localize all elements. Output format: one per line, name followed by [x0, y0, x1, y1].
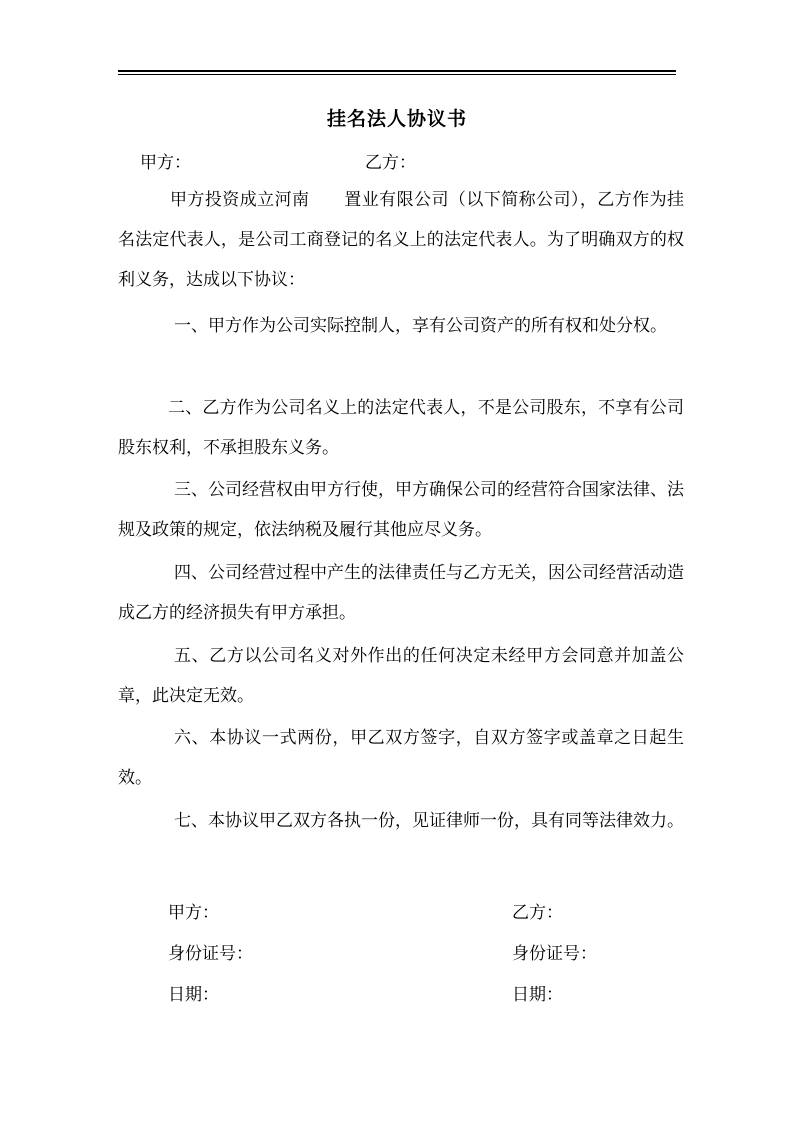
party-b-header-label: 乙方： [365, 153, 416, 173]
clause-text: 六、本协议一式两份，甲乙双方签字，自双方签字或盖章之日起生效。 [118, 728, 684, 788]
signature-id-label-b: 身份证号： [512, 944, 597, 964]
intro-text: 甲方投资成立河南 置业有限公司（以下简称公司），乙方作为挂名法定代表人，是公司工商登记的名义上的法定代表人。为了明确双方的权利义务，达成以下协议： [118, 190, 684, 290]
header-rule-thick [118, 70, 676, 72]
header-rule-thin [118, 74, 676, 75]
clause-text: 二、乙方作为公司名义上的法定代表人，不是公司股东，不享有公司股东权利，不承担股东义务。 [118, 398, 684, 458]
clause-text: 七、本协议甲乙双方各执一份，见证律师一份，具有同等法律效力。 [174, 811, 684, 831]
clause-2 [118, 388, 684, 468]
signature-id-label-a: 身份证号： [168, 944, 253, 964]
intro-paragraph [118, 180, 684, 300]
clause-1 [118, 306, 684, 346]
signature-date-label-b: 日期： [512, 985, 563, 1005]
clause-4 [118, 553, 684, 633]
signature-party-a: 甲方： [168, 903, 219, 923]
clause-text: 五、乙方以公司名义对外作出的任何决定未经甲方会同意并加盖公章，此决定无效。 [118, 646, 684, 706]
clause-5 [118, 636, 684, 716]
signature-date-label-a: 日期： [168, 985, 219, 1005]
clause-3 [118, 470, 684, 550]
party-a-header-label: 甲方： [140, 153, 191, 173]
clause-7 [118, 801, 684, 841]
clause-text: 四、公司经营过程中产生的法律责任与乙方无关，因公司经营活动造成乙方的经济损失有甲方承担。 [118, 563, 684, 623]
clause-text: 一、甲方作为公司实际控制人，享有公司资产的所有权和处分权。 [174, 316, 667, 336]
clause-text: 三、公司经营权由甲方行使，甲方确保公司的经营符合国家法律、法规及政策的规定，依法纳税及履行其他应尽义务。 [118, 480, 684, 540]
signature-party-b: 乙方： [512, 903, 563, 923]
clause-6 [118, 718, 684, 798]
document-title: 挂名法人协议书 [326, 108, 467, 130]
